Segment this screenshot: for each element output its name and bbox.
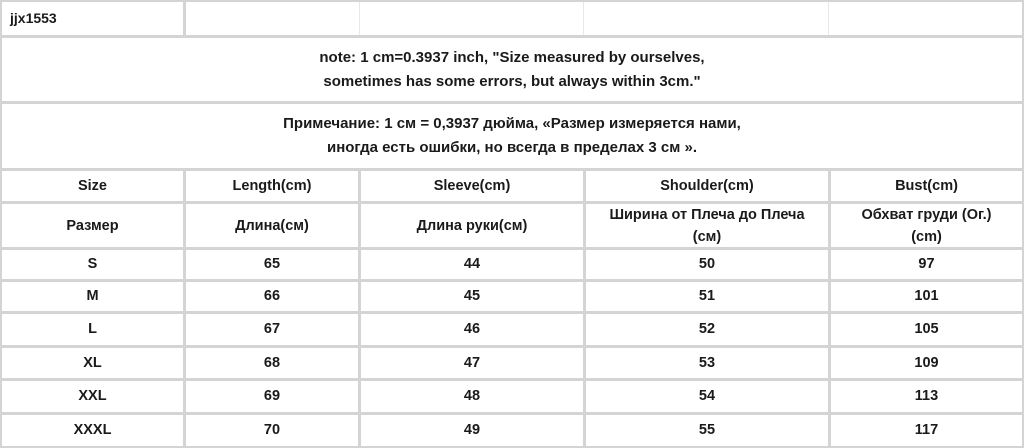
table-cell: 109	[831, 348, 1022, 378]
table-cell: XXL	[2, 381, 183, 412]
note-english-line2: sometimes has some errors, but always within 3cm."	[323, 72, 701, 90]
header-bust: Bust(cm)	[831, 171, 1022, 201]
header-ru-bust-line2: (cm)	[911, 228, 942, 245]
note-russian	[2, 104, 1022, 168]
table-cell: XXXL	[2, 415, 183, 446]
table-cell: L	[2, 314, 183, 345]
header-ru-size-line1: Размер	[66, 217, 119, 234]
table-cell: 52	[586, 314, 828, 345]
table-cell: 70	[186, 415, 358, 446]
header-ru-size	[2, 204, 183, 247]
table-cell: 50	[586, 250, 828, 279]
table-cell: 47	[361, 348, 583, 378]
header-length: Length(cm)	[186, 171, 358, 201]
table-cell: 51	[586, 282, 828, 311]
header-ru-bust	[831, 204, 1022, 247]
table-cell: 53	[586, 348, 828, 378]
table-cell: 66	[186, 282, 358, 311]
faint-divider	[359, 2, 360, 35]
note-english	[2, 38, 1022, 101]
header-ru-bust-line1: Обхват груди (Ог.)	[861, 206, 992, 223]
table-cell: 105	[831, 314, 1022, 345]
table-cell: 68	[186, 348, 358, 378]
table-cell: 44	[361, 250, 583, 279]
header-size: Size	[2, 171, 183, 201]
table-cell: 101	[831, 282, 1022, 311]
table-cell: 49	[361, 415, 583, 446]
table-cell: 113	[831, 381, 1022, 412]
header-ru-sleeve	[361, 204, 583, 247]
table-cell: M	[2, 282, 183, 311]
table-cell: 97	[831, 250, 1022, 279]
table-cell: 65	[186, 250, 358, 279]
header-ru-length-line1: Длина(см)	[235, 217, 309, 234]
note-russian-line1: Примечание: 1 см = 0,3937 дюйма, «Размер измеряется нами,	[283, 115, 741, 132]
table-cell: 117	[831, 415, 1022, 446]
table-cell: 46	[361, 314, 583, 345]
note-english-line1: note: 1 cm=0.3937 inch, "Size measured by ourselves,	[319, 48, 705, 66]
table-cell: 45	[361, 282, 583, 311]
header-ru-shoulder	[586, 204, 828, 247]
table-cell: 67	[186, 314, 358, 345]
note-russian-line2: иногда есть ошибки, но всегда в пределах 3 см ».	[326, 139, 698, 156]
product-code: jjx1553	[2, 2, 183, 35]
table-cell: XL	[2, 348, 183, 378]
table-cell: 55	[586, 415, 828, 446]
header-ru-sleeve-line1: Длина руки(см)	[416, 217, 528, 234]
header-ru-shoulder-line2: (см)	[692, 228, 722, 245]
table-cell: 54	[586, 381, 828, 412]
table-cell: 48	[361, 381, 583, 412]
header-ru-shoulder-line1: Ширина от Плеча до Плеча	[609, 206, 805, 223]
faint-divider	[828, 2, 829, 35]
table-cell: S	[2, 250, 183, 279]
empty-cell	[186, 2, 1022, 35]
header-ru-length	[186, 204, 358, 247]
header-shoulder: Shoulder(cm)	[586, 171, 828, 201]
header-sleeve: Sleeve(cm)	[361, 171, 583, 201]
faint-divider	[583, 2, 584, 35]
table-cell: 69	[186, 381, 358, 412]
